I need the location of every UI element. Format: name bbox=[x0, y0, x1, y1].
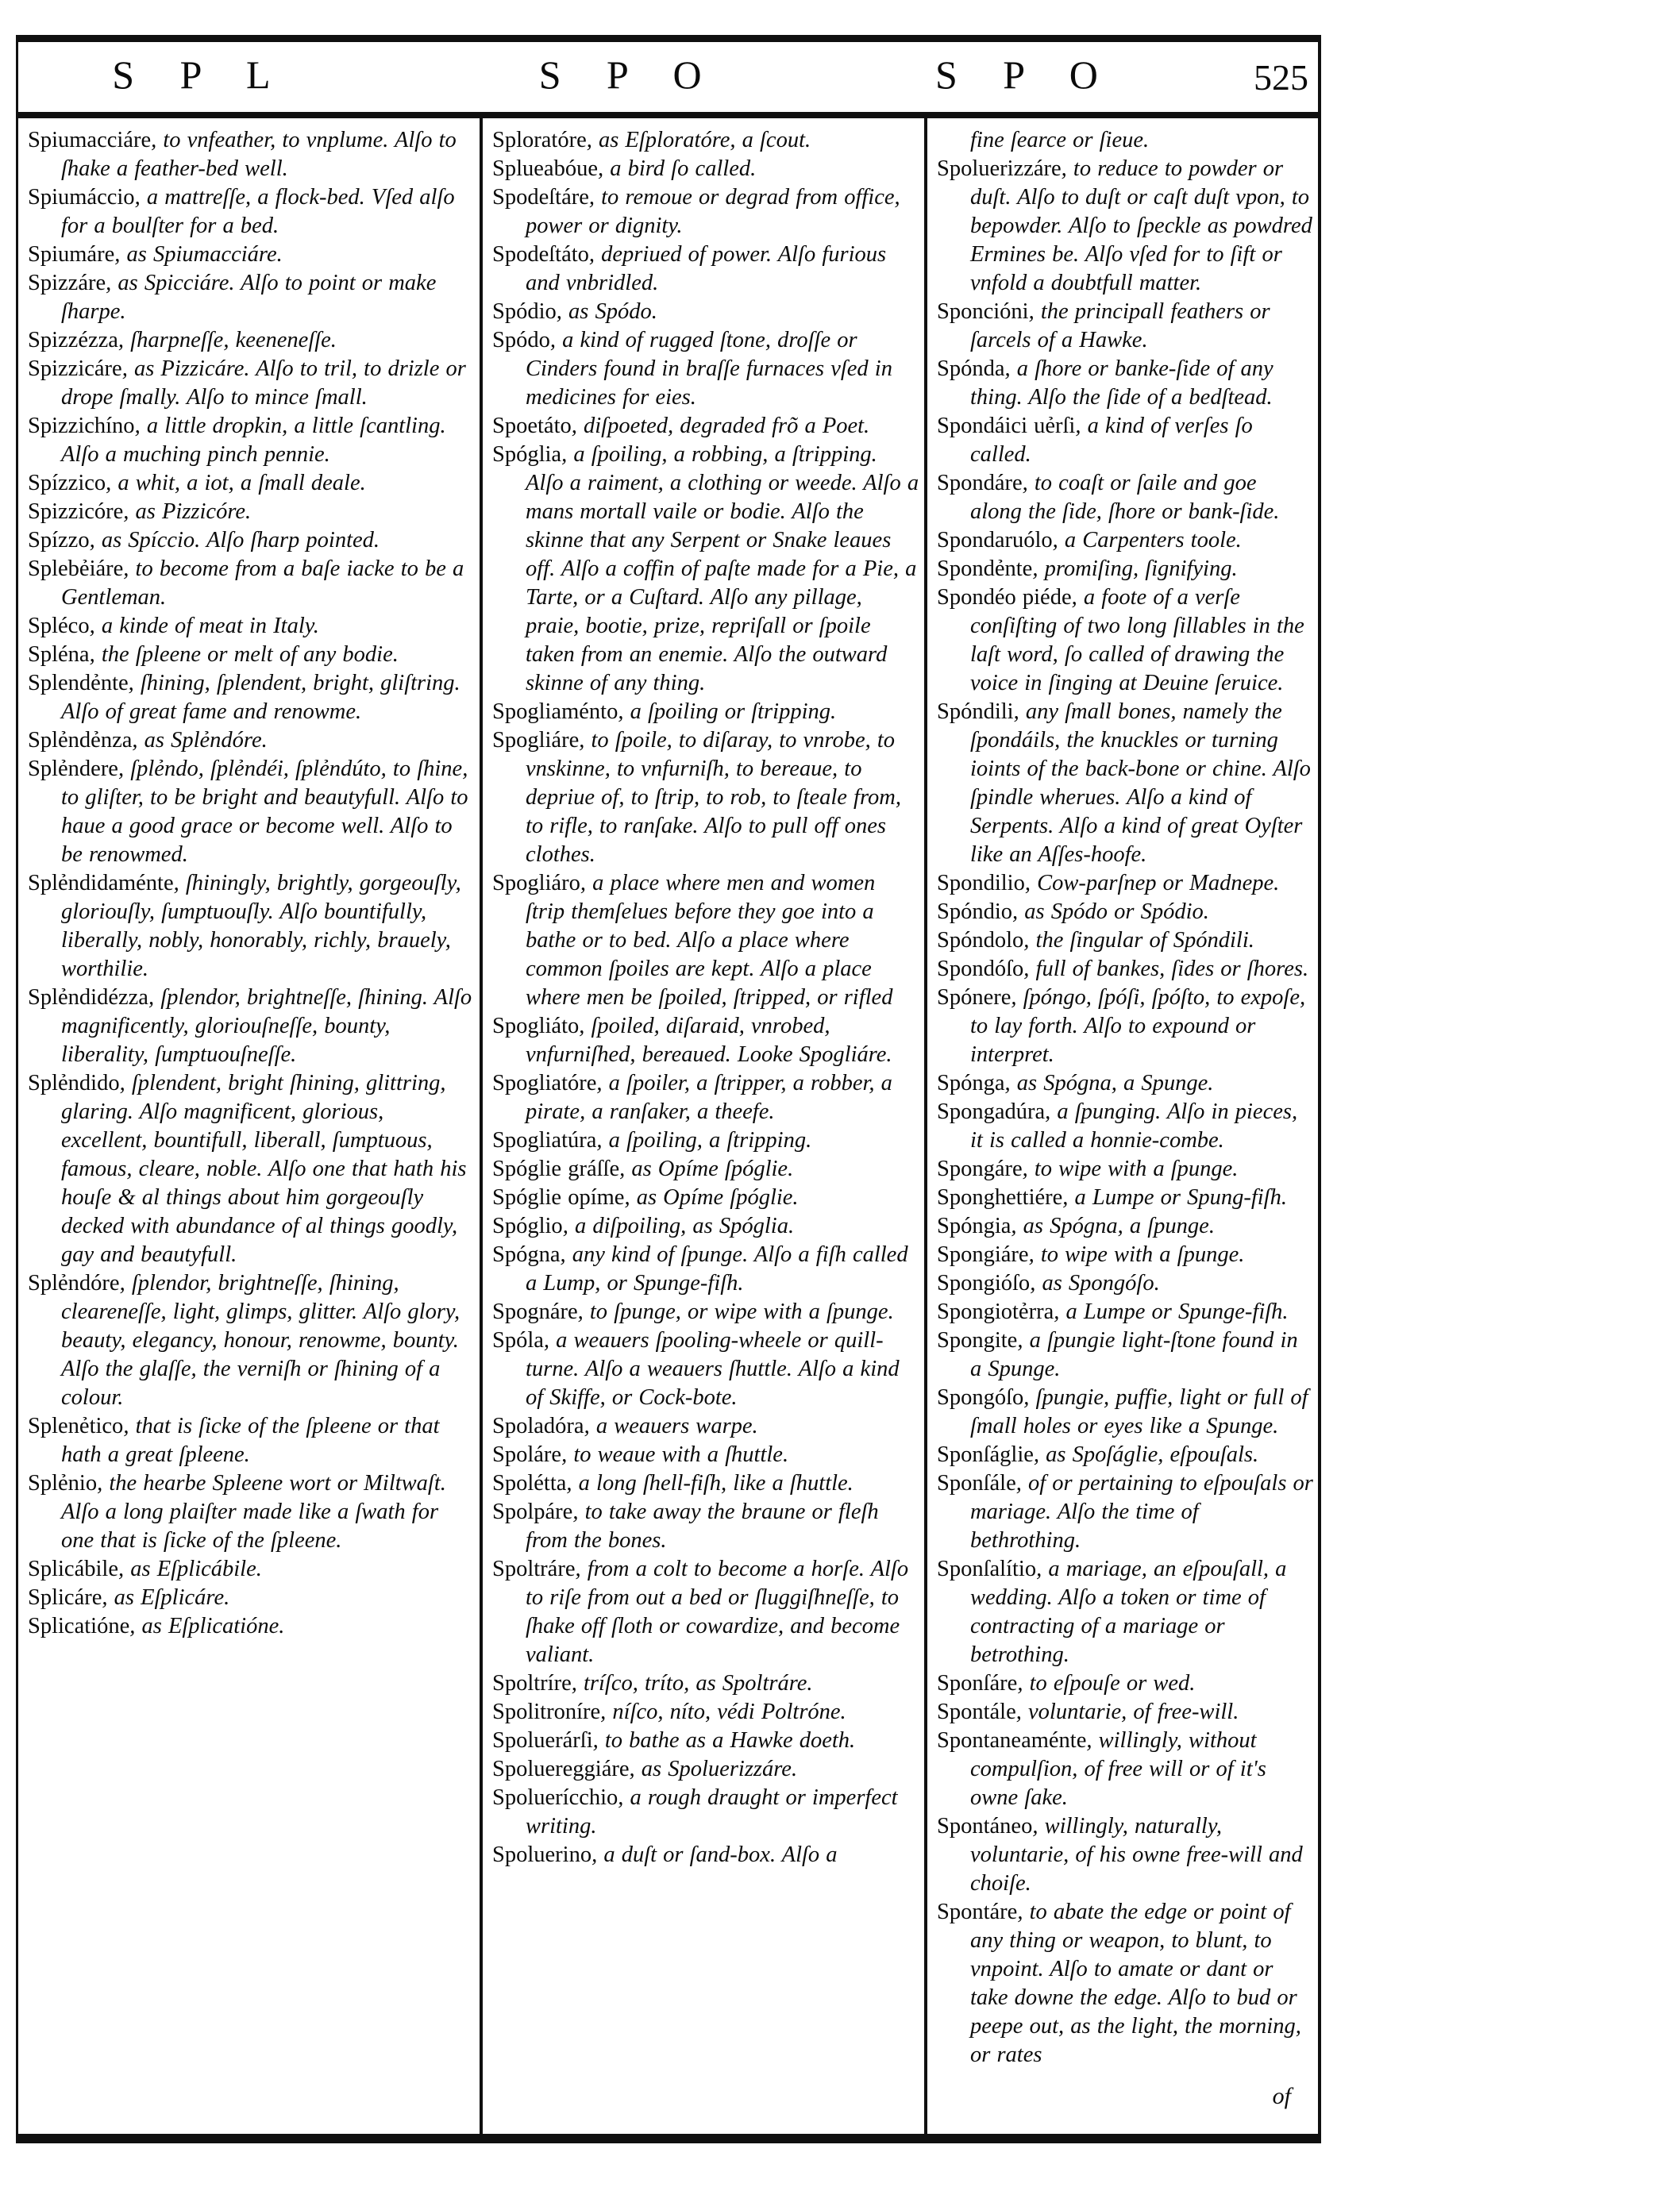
dictionary-entry bbox=[492, 241, 919, 298]
dictionary-entry bbox=[28, 669, 475, 726]
entry-definition: , as Spódo. bbox=[556, 299, 657, 324]
entry-definition: , as Spongóſo. bbox=[1030, 1271, 1160, 1296]
entry-headword: Spiumacciáre bbox=[28, 128, 152, 152]
entry-headword: Spontaneaménte bbox=[937, 1728, 1087, 1753]
entry-definition: , willingly, without compulſion, of free will or of it's owne ſake. bbox=[970, 1728, 1266, 1810]
entry-definition: , ſpóngo, ſpóſi, ſpóſto, to expoſe, to lay forth. Alſo to expound or interpret. bbox=[970, 985, 1306, 1067]
entry-definition: , ſpoiled, diſaraid, vnrobed, vnfurniſhed, bereaued. Looke Spogliáre. bbox=[526, 1014, 892, 1067]
entry-headword: Spléna bbox=[28, 642, 90, 667]
dictionary-entry bbox=[28, 726, 475, 755]
entry-headword: Splicábile bbox=[28, 1557, 118, 1581]
entry-definition: , a kind of verſes ſo called. bbox=[970, 414, 1253, 467]
entry-definition: , diſpoeted, degraded frõ a Poet. bbox=[571, 414, 870, 438]
dictionary-entry bbox=[28, 355, 475, 412]
entry-definition: , that is ſicke of the ſpleene or that hath a great ſpleene. bbox=[61, 1414, 440, 1467]
entry-definition: , a Lumpe or Spung-fiſh. bbox=[1062, 1185, 1287, 1210]
dictionary-entry bbox=[937, 1212, 1313, 1241]
entry-headword: Spizzáre bbox=[28, 271, 106, 295]
entry-headword: Spóndio bbox=[937, 899, 1013, 924]
entry-definition: , as Spógna, a ſpunge. bbox=[1011, 1214, 1215, 1238]
dictionary-entry bbox=[492, 1412, 919, 1441]
dictionary-entry bbox=[492, 1698, 919, 1727]
column-3 bbox=[927, 118, 1318, 2134]
dictionary-entry bbox=[28, 1069, 475, 1269]
dictionary-entry bbox=[492, 1669, 919, 1698]
entry-definition: , to take away the braune or fleſh from the bones. bbox=[526, 1500, 879, 1553]
entry-headword: Splẻndóre bbox=[28, 1271, 120, 1296]
entry-headword: Spoluerino bbox=[492, 1842, 592, 1867]
dictionary-entry bbox=[937, 1384, 1313, 1441]
entry-definition: , a ſhore or banke-ſide of any thing. Alſo the ſide of a bedſtead. bbox=[970, 356, 1273, 410]
column-2 bbox=[483, 118, 927, 2134]
dictionary-entry bbox=[492, 1298, 919, 1326]
entry-headword: Splebẻiáre bbox=[28, 556, 124, 581]
entry-definition: , as Spógna, a Spunge. bbox=[1004, 1071, 1214, 1095]
entry-headword: Spiumáre bbox=[28, 242, 115, 267]
entry-definition: , as Eſplicáre. bbox=[102, 1585, 230, 1610]
entry-definition: , a kind of rugged ſtone, droſſe or Cinders found in braſſe furnaces vſed in medicines for eies. bbox=[526, 328, 892, 410]
dictionary-entry bbox=[492, 1155, 919, 1184]
entry-headword: Spogliatúra bbox=[492, 1128, 597, 1153]
entry-headword: Spondáre bbox=[937, 471, 1023, 495]
entry-headword: Spondẻnte bbox=[937, 556, 1033, 581]
entry-headword: Spónga bbox=[937, 1071, 1005, 1095]
entry-definition: , a little dropkin, a little ſcantling. Alſo a muching pinch pennie. bbox=[61, 414, 446, 467]
dictionary-entry bbox=[28, 126, 475, 183]
entry-definition: , ſhining, ſplendent, bright, gliſtring. Alſo of great fame and renowme. bbox=[61, 671, 460, 724]
entry-definition: , a mariage, an eſpouſall, a wedding. Alſo a token or time of contracting of a mariage or betrothing. bbox=[970, 1557, 1287, 1667]
entry-definition: , to wipe with a ſpunge. bbox=[1022, 1157, 1239, 1181]
entry-headword: Spoluerícchio bbox=[492, 1785, 618, 1810]
dictionary-entry bbox=[28, 526, 475, 555]
dictionary-entry bbox=[937, 126, 1313, 155]
entry-headword: Splẻndidaménte bbox=[28, 871, 174, 895]
dictionary-entry bbox=[937, 155, 1313, 298]
dictionary-entry bbox=[492, 869, 919, 1012]
entry-headword: Spongáre bbox=[937, 1157, 1023, 1181]
entry-definition: , a whit, a iot, a ſmall deale. bbox=[106, 471, 366, 495]
dictionary-entry bbox=[492, 1069, 919, 1126]
dictionary-entry bbox=[28, 1412, 475, 1469]
entry-headword: Spolitroníre bbox=[492, 1700, 601, 1724]
dictionary-entry bbox=[492, 1469, 919, 1498]
entry-definition: , as Spiumacciáre. bbox=[114, 242, 283, 267]
entry-headword: Spizzicáre bbox=[28, 356, 122, 381]
entry-headword: Spizzichíno bbox=[28, 414, 135, 438]
dictionary-entry bbox=[937, 526, 1313, 555]
dictionary-entry bbox=[28, 1555, 475, 1584]
dictionary-entry bbox=[937, 1326, 1313, 1384]
entry-headword: Spongiáre bbox=[937, 1242, 1029, 1267]
entry-definition: , Cow-parſnep or Madnepe. bbox=[1024, 871, 1280, 895]
dictionary-entry bbox=[492, 326, 919, 412]
entry-definition: , níſco, níto, védi Poltróne. bbox=[600, 1700, 846, 1724]
dictionary-entry bbox=[937, 1469, 1313, 1555]
entry-definition: , a duſt or ſand-box. Alſo a bbox=[591, 1842, 838, 1867]
dictionary-entry bbox=[937, 1269, 1313, 1298]
dictionary-entry bbox=[492, 298, 919, 326]
entry-definition: , a ſpoiler, a ſtripper, a robber, a pirate, a ranſaker, a theefe. bbox=[526, 1071, 892, 1124]
entry-headword: Sponſáre bbox=[937, 1671, 1018, 1696]
dictionary-entry bbox=[28, 984, 475, 1069]
entry-headword: Spongiotẻrra bbox=[937, 1299, 1054, 1324]
dictionary-entry bbox=[492, 698, 919, 726]
page-header bbox=[18, 42, 1318, 118]
entry-headword: Spléco bbox=[28, 614, 90, 638]
entry-headword: Sponghettiére bbox=[937, 1185, 1063, 1210]
entry-definition: , from a colt to become a horſe. Alſo to riſe from out a bed or ſluggiſhneſſe, to ſhake off ſloth or cowardize, and become valiant. bbox=[526, 1557, 909, 1667]
entry-headword: Spontáre bbox=[937, 1900, 1018, 1924]
entry-definition: , full of bankes, ſides or ſhores. bbox=[1023, 957, 1309, 981]
entry-definition: , a ſpungie light-ſtone found in a Spunge. bbox=[970, 1328, 1298, 1381]
entry-definition: , as Pizzicóre. bbox=[123, 499, 252, 524]
entry-definition: , as Opíme ſpóglie. bbox=[624, 1185, 799, 1210]
dictionary-entry bbox=[937, 1098, 1313, 1155]
dictionary-entry bbox=[937, 1898, 1313, 2070]
dictionary-entry bbox=[937, 469, 1313, 526]
entry-headword: Spoltríre bbox=[492, 1671, 572, 1696]
entry-headword: Sponſáglie bbox=[937, 1442, 1034, 1467]
dictionary-entry bbox=[28, 1584, 475, 1612]
entry-headword: Splicáre bbox=[28, 1585, 102, 1610]
entry-definition: , to ſpoile, to diſaray, to vnrobe, to vnskinne, to vnfurniſh, to bereaue, to depriue of, to ſtrip, to rob, to ſteale from, to rifle, to ranſake. Alſo to pull off ones clothes. bbox=[526, 728, 901, 867]
entry-definition: , as Opíme ſpóglie. bbox=[619, 1157, 794, 1181]
entry-definition: , ſhiningly, brightly, gorgeouſly, gloriouſly, ſumptuouſly. Alſo bountifully, liberally, nobly, honorably, richly, brauely, worthilie. bbox=[61, 871, 461, 981]
dictionary-entry bbox=[937, 1184, 1313, 1212]
dictionary-entry bbox=[937, 555, 1313, 583]
entry-headword: Splẻndẻnza bbox=[28, 728, 133, 753]
dictionary-entry bbox=[492, 1126, 919, 1155]
entry-definition: , a bird ſo called. bbox=[597, 156, 757, 181]
entry-definition: , a long ſhell-fiſh, like a ſhuttle. bbox=[566, 1471, 853, 1496]
entry-definition: , a ſpoiling or ſtripping. bbox=[618, 699, 837, 724]
entry-headword: Spoladóra bbox=[492, 1414, 584, 1438]
dictionary-entry bbox=[28, 641, 475, 669]
entry-headword: Spondilio bbox=[937, 871, 1025, 895]
entry-definition: , a Carpenters toole. bbox=[1052, 528, 1242, 553]
columns-container bbox=[18, 118, 1318, 2134]
dictionary-entry bbox=[492, 126, 919, 155]
entry-headword: Splẻndidézza bbox=[28, 985, 148, 1010]
dictionary-entry bbox=[492, 1755, 919, 1784]
entry-headword: Splẻnio bbox=[28, 1471, 98, 1496]
header-section-spo-1: S P O bbox=[538, 52, 720, 97]
dictionary-entry bbox=[937, 955, 1313, 984]
entry-definition: , a weauers ſpooling-wheele or quill-turne. Alſo a weauers ſhuttle. Alſo a kind of Skiffe, or Cock-bote. bbox=[526, 1328, 900, 1410]
entry-headword: Spongóſo bbox=[937, 1385, 1024, 1410]
entry-headword: Spogliatóre bbox=[492, 1071, 597, 1095]
entry-headword: Sponſalítio bbox=[937, 1557, 1037, 1581]
entry-headword: Spodeſtáre bbox=[492, 185, 589, 210]
entry-definition: fine ſearce or ſieue. bbox=[970, 128, 1150, 152]
entry-headword: Spónda bbox=[937, 356, 1005, 381]
dictionary-entry bbox=[28, 755, 475, 869]
entry-definition: , to ſpunge, or wipe with a ſpunge. bbox=[577, 1299, 894, 1324]
entry-definition: , voluntarie, of free-will. bbox=[1015, 1700, 1239, 1724]
entry-headword: Spódo bbox=[492, 328, 550, 352]
entry-headword: Spónere bbox=[937, 985, 1011, 1010]
entry-headword: Spongite bbox=[937, 1328, 1018, 1353]
entry-headword: Spontáneo bbox=[937, 1814, 1033, 1839]
entry-headword: Spongióſo bbox=[937, 1271, 1031, 1296]
entry-headword: Spoetáto bbox=[492, 414, 572, 438]
entry-definition: , a diſpoiling, as Spóglia. bbox=[562, 1214, 795, 1238]
dictionary-entry bbox=[492, 1441, 919, 1469]
entry-definition: , a rough draught or imperfect writing. bbox=[526, 1785, 898, 1839]
entry-definition: , as Splẻndóre. bbox=[132, 728, 268, 753]
entry-definition: , to reduce to powder or duſt. Alſo to duſt or caſt duſt vpon, to bepowder. Alſo to ſpeckle as powdred Ermines be. Alſo vſed for to ſift or vnfold a doubtfull matter. bbox=[970, 156, 1312, 295]
entry-headword: Spóglie gráſſe bbox=[492, 1157, 620, 1181]
entry-definition: , as Spíccio. Alſo ſharp pointed. bbox=[89, 528, 380, 553]
dictionary-entry bbox=[28, 469, 475, 498]
entry-headword: Spoláre bbox=[492, 1442, 562, 1467]
entry-definition: , as Spódo or Spódio. bbox=[1012, 899, 1209, 924]
dictionary-page-frame bbox=[16, 35, 1321, 2143]
column-1 bbox=[18, 118, 483, 2134]
entry-definition: , a weauers warpe. bbox=[584, 1414, 758, 1438]
dictionary-entry bbox=[492, 1241, 919, 1298]
dictionary-entry bbox=[28, 1469, 475, 1555]
entry-headword: Spolpáre bbox=[492, 1500, 573, 1524]
entry-definition: , as Pizzicáre. Alſo to tril, to drizle or drope ſmally. Alſo to mince ſmall. bbox=[61, 356, 466, 410]
dictionary-entry bbox=[492, 1326, 919, 1412]
dictionary-entry bbox=[28, 326, 475, 355]
entry-headword: Spogliáto bbox=[492, 1014, 580, 1038]
dictionary-entry bbox=[492, 726, 919, 869]
entry-definition: , ſplendor, brightneſſe, ſhining, cleareneſſe, light, glimps, glitter. Alſo glory, beauty, elegancy, honour, renowme, bounty. Alſo the glaſſe, the verniſh or ſhining of a colour. bbox=[61, 1271, 460, 1410]
dictionary-entry bbox=[937, 984, 1313, 1069]
entry-definition: , willingly, naturally, voluntarie, of his owne free-will and choiſe. bbox=[970, 1814, 1303, 1896]
entry-definition: , to eſpouſe or wed. bbox=[1017, 1671, 1196, 1696]
entry-headword: Spondaruólo bbox=[937, 528, 1053, 553]
dictionary-entry bbox=[937, 355, 1313, 412]
entry-definition: , a kinde of meat in Italy. bbox=[89, 614, 319, 638]
dictionary-entry bbox=[28, 612, 475, 641]
dictionary-entry bbox=[28, 498, 475, 526]
entry-headword: Spondáici uẻrſi bbox=[937, 414, 1076, 438]
entry-headword: Splicatióne bbox=[28, 1614, 130, 1638]
dictionary-entry bbox=[937, 898, 1313, 926]
dictionary-entry bbox=[937, 412, 1313, 469]
dictionary-entry bbox=[937, 1155, 1313, 1184]
entry-headword: Spóla bbox=[492, 1328, 544, 1353]
entry-headword: Splẻndido bbox=[28, 1071, 120, 1095]
entry-headword: Splendẻnte bbox=[28, 671, 129, 695]
entry-headword: Spontále bbox=[937, 1700, 1016, 1724]
entry-definition: , ſplẻndo, ſplẻndéi, ſplẻndúto, to ſhine, to gliſter, to be bright and beautyfull. Alſo to haue a good grace or become well. Alſo to be renowmed. bbox=[61, 757, 468, 867]
dictionary-entry bbox=[937, 926, 1313, 955]
entry-definition: , ſplendent, bright ſhining, glittring, glaring. Alſo magnificent, glorious, excellent, bountifull, liberall, ſumptuous, famous, cleare, noble. Alſo one that hath his houſe & al things about him gorgeouſly decked with abundance of al things goodly, gay and beautyfull. bbox=[61, 1071, 467, 1267]
entry-definition: , to remoue or degrad from office, power or dignity. bbox=[526, 185, 900, 238]
entry-headword: Spóndolo bbox=[937, 928, 1024, 953]
dictionary-entry bbox=[492, 155, 919, 183]
dictionary-entry bbox=[492, 1012, 919, 1069]
dictionary-entry bbox=[492, 1212, 919, 1241]
entry-definition: , to abate the edge or point of any thing or weapon, to blunt, to vnpoint. Alſo to amate or dant or take downe the edge. Alſo to bud or peepe out, as the light, the morning, or rates bbox=[970, 1900, 1301, 2067]
entry-headword: Spiumáccio bbox=[28, 185, 135, 210]
entry-definition: , a place where men and women ſtrip themſelues before they goe into a bathe or to bed. Alſo a place where common ſpoiles are kept. Alſo a place where men be ſpoiled, ſtripped, or rifled bbox=[526, 871, 893, 1010]
entry-headword: Spizzicóre bbox=[28, 499, 124, 524]
dictionary-entry bbox=[937, 1298, 1313, 1326]
entry-headword: Spongadúra bbox=[937, 1099, 1046, 1124]
entry-headword: Spondéo piéde bbox=[937, 585, 1072, 610]
entry-definition: , a ſpoiling, a robbing, a ſtripping. Alſo a raiment, a clothing or weede. Alſo a mans mortall vaile or bodie. Alſo the skinne that any Serpent or Snake leaues off. Alſo a coffin of paſte made for a Pie, a Tarte, or a Cuſtard. Alſo any pillage, praie, bootie, prize, repriſall or ſpoile taken from an enemie. Alſo the outward skinne of any thing. bbox=[526, 442, 919, 695]
dictionary-entry bbox=[492, 1555, 919, 1669]
dictionary-entry bbox=[937, 583, 1313, 698]
entry-headword: Spolétta bbox=[492, 1471, 567, 1496]
dictionary-entry bbox=[28, 1269, 475, 1412]
entry-definition: , to vnfeather, to vnplume. Alſo to ſhake a feather-bed well. bbox=[61, 128, 457, 181]
entry-headword: Splẻndere bbox=[28, 757, 118, 781]
header-section-spo-2: S P O bbox=[934, 52, 1116, 97]
entry-headword: Sponcióni bbox=[937, 299, 1029, 324]
dictionary-entry bbox=[937, 1698, 1313, 1727]
dictionary-entry bbox=[28, 269, 475, 326]
entry-definition: , to become from a baſe iacke to be a Gentleman. bbox=[61, 556, 464, 610]
dictionary-entry bbox=[937, 1727, 1313, 1812]
entry-headword: Spoltráre bbox=[492, 1557, 576, 1581]
entry-definition: , tríſco, tríto, as Spoltráre. bbox=[571, 1671, 813, 1696]
entry-headword: Sponſále bbox=[937, 1471, 1016, 1496]
dictionary-entry bbox=[937, 1669, 1313, 1698]
entry-headword: Spondóſo bbox=[937, 957, 1024, 981]
dictionary-entry bbox=[492, 1184, 919, 1212]
dictionary-entry bbox=[28, 412, 475, 469]
dictionary-entry bbox=[28, 1612, 475, 1641]
entry-definition: , as Eſploratóre, a ſcout. bbox=[586, 128, 811, 152]
dictionary-entry bbox=[492, 441, 919, 698]
dictionary-entry bbox=[28, 241, 475, 269]
entry-headword: Spóngia bbox=[937, 1214, 1011, 1238]
entry-headword: Splenẻtico bbox=[28, 1414, 124, 1438]
entry-definition: , the principall feathers or ſarcels of a Hawke. bbox=[970, 299, 1270, 352]
entry-headword: Spogliaménto bbox=[492, 699, 618, 724]
entry-definition: , depriued of power. Alſo furious and vnbridled. bbox=[526, 242, 887, 295]
dictionary-entry bbox=[28, 183, 475, 241]
dictionary-entry bbox=[492, 1727, 919, 1755]
entry-headword: Spodeſtáto bbox=[492, 242, 589, 267]
entry-definition: , as Spoluerizzáre. bbox=[629, 1757, 798, 1781]
entry-definition: , promiſing, ſignifying. bbox=[1032, 556, 1238, 581]
entry-headword: Spognáre bbox=[492, 1299, 578, 1324]
entry-headword: Spóglio bbox=[492, 1214, 563, 1238]
entry-headword: Spóglie opíme bbox=[492, 1185, 625, 1210]
dictionary-entry bbox=[492, 1498, 919, 1555]
entry-definition: , as Eſplicatióne. bbox=[129, 1614, 285, 1638]
entry-definition: , ſplendor, brightneſſe, ſhining. Alſo magnificently, gloriouſneſſe, bounty, liberality, ſumptuouſneſſe. bbox=[61, 985, 472, 1067]
entry-definition: , to coaſt or ſaile and goe along the ſide, ſhore or bank-ſide. bbox=[970, 471, 1280, 524]
entry-definition: , to bathe as a Hawke doeth. bbox=[592, 1728, 856, 1753]
dictionary-entry bbox=[937, 1555, 1313, 1669]
entry-definition: , the hearbe Spleene wort or Miltwaſt. Alſo a long plaiſter made like a ſwath for one that is ſicke of the ſpleene. bbox=[61, 1471, 446, 1553]
entry-headword: Spógna bbox=[492, 1242, 561, 1267]
entry-headword: Spoluereggiáre bbox=[492, 1757, 630, 1781]
entry-headword: Spóndili bbox=[937, 699, 1014, 724]
entry-definition: , of or pertaining to eſpouſals or mariage. Alſo the time of bethrothing. bbox=[970, 1471, 1313, 1553]
entry-headword: Sploratóre bbox=[492, 128, 587, 152]
entry-definition: , ſpungie, puffie, light or full of ſmall holes or eyes like a Spunge. bbox=[970, 1385, 1308, 1438]
entry-headword: Splueabóue bbox=[492, 156, 598, 181]
dictionary-entry bbox=[492, 1784, 919, 1841]
entry-headword: Spizzézza bbox=[28, 328, 118, 352]
entry-definition: , as Spicciáre. Alſo to point or make ſharpe. bbox=[61, 271, 437, 324]
entry-headword: Spoluerizzáre bbox=[937, 156, 1062, 181]
dictionary-entry bbox=[492, 1841, 919, 1869]
dictionary-entry bbox=[937, 298, 1313, 355]
entry-headword: Spóglia bbox=[492, 442, 562, 467]
entry-definition: , the ſpleene or melt of any bodie. bbox=[89, 642, 399, 667]
header-section-spl: S P L bbox=[112, 52, 289, 97]
dictionary-entry bbox=[937, 1441, 1313, 1469]
dictionary-entry bbox=[937, 698, 1313, 869]
entry-definition: , as Eſplicábile. bbox=[118, 1557, 262, 1581]
entry-headword: Spogliáre bbox=[492, 728, 580, 753]
catchword: of bbox=[1272, 2083, 1291, 2109]
dictionary-entry bbox=[492, 183, 919, 241]
dictionary-entry bbox=[937, 1241, 1313, 1269]
dictionary-entry bbox=[492, 412, 919, 441]
entry-definition: , a Lumpe or Spunge-fiſh. bbox=[1054, 1299, 1289, 1324]
dictionary-entry bbox=[937, 1812, 1313, 1898]
entry-headword: Spogliáro bbox=[492, 871, 580, 895]
entry-definition: , as Spoſáglie, eſpouſals. bbox=[1033, 1442, 1259, 1467]
entry-definition: , any ſmall bones, namely the ſpondáils, the knuckles or turning ioints of the back-bone or chine. Alſo ſpindle wherues. Alſo a kind of Serpents. Alſo a kind of great Oyſter like an Aſſes-hoofe. bbox=[970, 699, 1311, 867]
entry-definition: , ſharpneſſe, keeneneſſe. bbox=[118, 328, 337, 352]
entry-headword: Spízzo bbox=[28, 528, 90, 553]
entry-definition: , a foote of a verſe conſiſting of two long ſillables in the laſt word, ſo called of drawing the voice in ſinging at Deuine ſeruice. bbox=[970, 585, 1304, 695]
dictionary-entry bbox=[937, 1069, 1313, 1098]
entry-definition: , to weaue with a ſhuttle. bbox=[561, 1442, 789, 1467]
entry-headword: Spódio bbox=[492, 299, 557, 324]
entry-definition: , the ſingular of Spóndili. bbox=[1023, 928, 1254, 953]
entry-definition: , a ſpoiling, a ſtripping. bbox=[596, 1128, 812, 1153]
entry-definition: , to wipe with a ſpunge. bbox=[1028, 1242, 1245, 1267]
entry-definition: , a ſpunging. Alſo in pieces, it is called a honnie-combe. bbox=[970, 1099, 1298, 1153]
entry-headword: Spoluerárſi bbox=[492, 1728, 593, 1753]
dictionary-entry bbox=[28, 869, 475, 984]
entry-definition: , a mattreſſe, a flock-bed. Vſed alſo for a boulſter for a bed. bbox=[61, 185, 455, 238]
page-number: 525 bbox=[1254, 57, 1308, 98]
dictionary-entry bbox=[28, 555, 475, 612]
dictionary-entry bbox=[937, 869, 1313, 898]
entry-headword: Spízzico bbox=[28, 471, 106, 495]
entry-definition: , any kind of ſpunge. Alſo a fiſh called a Lump, or Spunge-fiſh. bbox=[526, 1242, 908, 1296]
